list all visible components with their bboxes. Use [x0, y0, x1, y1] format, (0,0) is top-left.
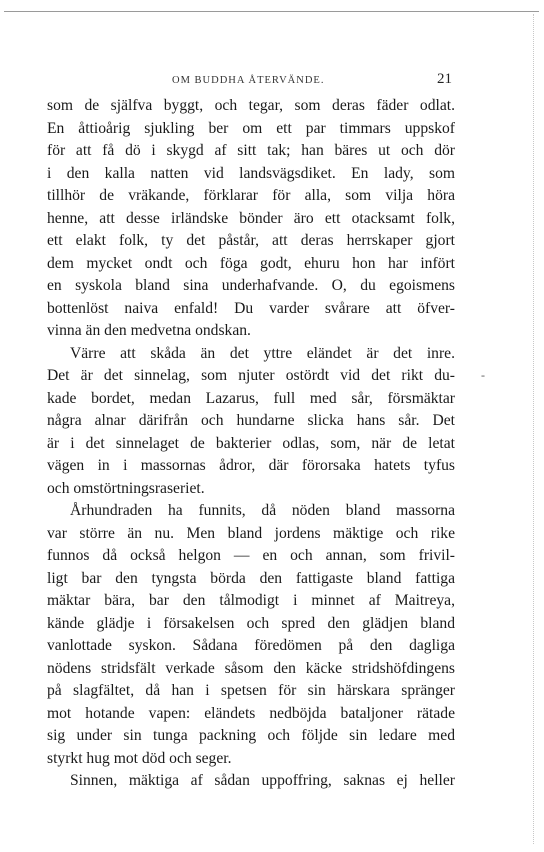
text-line: Sinnen, mäktiga af sådan uppoffring, saknas ej heller — [70, 772, 455, 789]
text-line: var större än nu. Men bland jordens mäktige och rike — [47, 524, 455, 542]
text-line: sig under sin tunga packning och följde sin ledare med — [47, 727, 455, 744]
text-line: funnos då också helgon — en och annan, som frivil- — [47, 547, 455, 564]
text-line: och omstörtningsraseriet. — [47, 479, 205, 497]
text-line: för att få dö i skygd af sitt tak; han bäres ut och dör — [47, 142, 455, 159]
text-line: nödens stridsfält verkade såsom den käcke stridshöfdingens — [47, 659, 455, 677]
text-line: styrkt hug mot död och seger. — [47, 749, 232, 767]
body-text — [47, 95, 455, 793]
text-line: vinna än den medvetna ondskan. — [47, 322, 251, 339]
text-line: kände glädje i försakelsen och spred den glädjen bland — [47, 614, 455, 632]
text-line: bottenlöst naiva enfald! Du varder svårare att öfver- — [47, 299, 455, 317]
text-line: Värre att skåda än det yttre eländet är det inre. — [70, 344, 455, 362]
text-line: en syskola bland sina underhafvande. O, du egoismens — [47, 277, 455, 294]
text-line: mäktar bära, bar den tålmodigt i minnet af Maitreya, — [47, 592, 455, 609]
text-line: Århundraden ha funnits, då nöden bland massorna — [70, 502, 455, 519]
text-line: mot hotande vapen: eländets nedböjda bataljoner rätade — [47, 704, 455, 722]
text-line: ett elakt folk, ty det påstår, att deras herrskaper gjort — [47, 232, 455, 249]
text-line: i den kalla natten vid landsvägsdiket. En lady, som — [47, 164, 455, 182]
text-line: är i det sinnelaget de bakterier odlas, som, när de letat — [47, 434, 455, 452]
text-line: vanlottade syskon. Sådana föredömen på den dagliga — [47, 637, 455, 654]
text-line: kade bordet, medan Lazarus, full med sår, försmäktar — [47, 389, 455, 407]
text-line: på slagfältet, då han i spetsen för sin härskara spränger — [47, 682, 455, 699]
text-line: några alnar därifrån och hundarne slicka hans sår. Det — [47, 412, 455, 429]
text-line: henne, att desse irländske bönder äro ett otacksamt folk, — [47, 209, 455, 227]
text-line: dem mycket ondt och föga godt, ehuru hon har infört — [47, 254, 455, 272]
margin-mark: - — [481, 368, 485, 382]
page-edge — [533, 14, 534, 844]
page-number: 21 — [437, 71, 452, 87]
top-rule — [4, 11, 539, 12]
text-line: vägen in i massornas ådror, där förorsaka hatets tyfus — [47, 457, 455, 474]
text-line: ligt bar den tyngsta börda den fattigaste bland fattiga — [47, 569, 455, 587]
running-title: OM BUDDHA ÅTERVÄNDE. — [172, 75, 325, 86]
text-line: Det är det sinnelag, som njuter ostördt vid det rikt du- — [47, 367, 455, 384]
text-line: tillhör de vräkande, förklarar för alla, som vilja höra — [47, 187, 455, 204]
text-line: som de själfva byggt, och tegar, som deras fäder odlat. — [47, 97, 455, 114]
text-line: En åttioårig sjukling ber om ett par timmars uppskof — [47, 119, 455, 137]
